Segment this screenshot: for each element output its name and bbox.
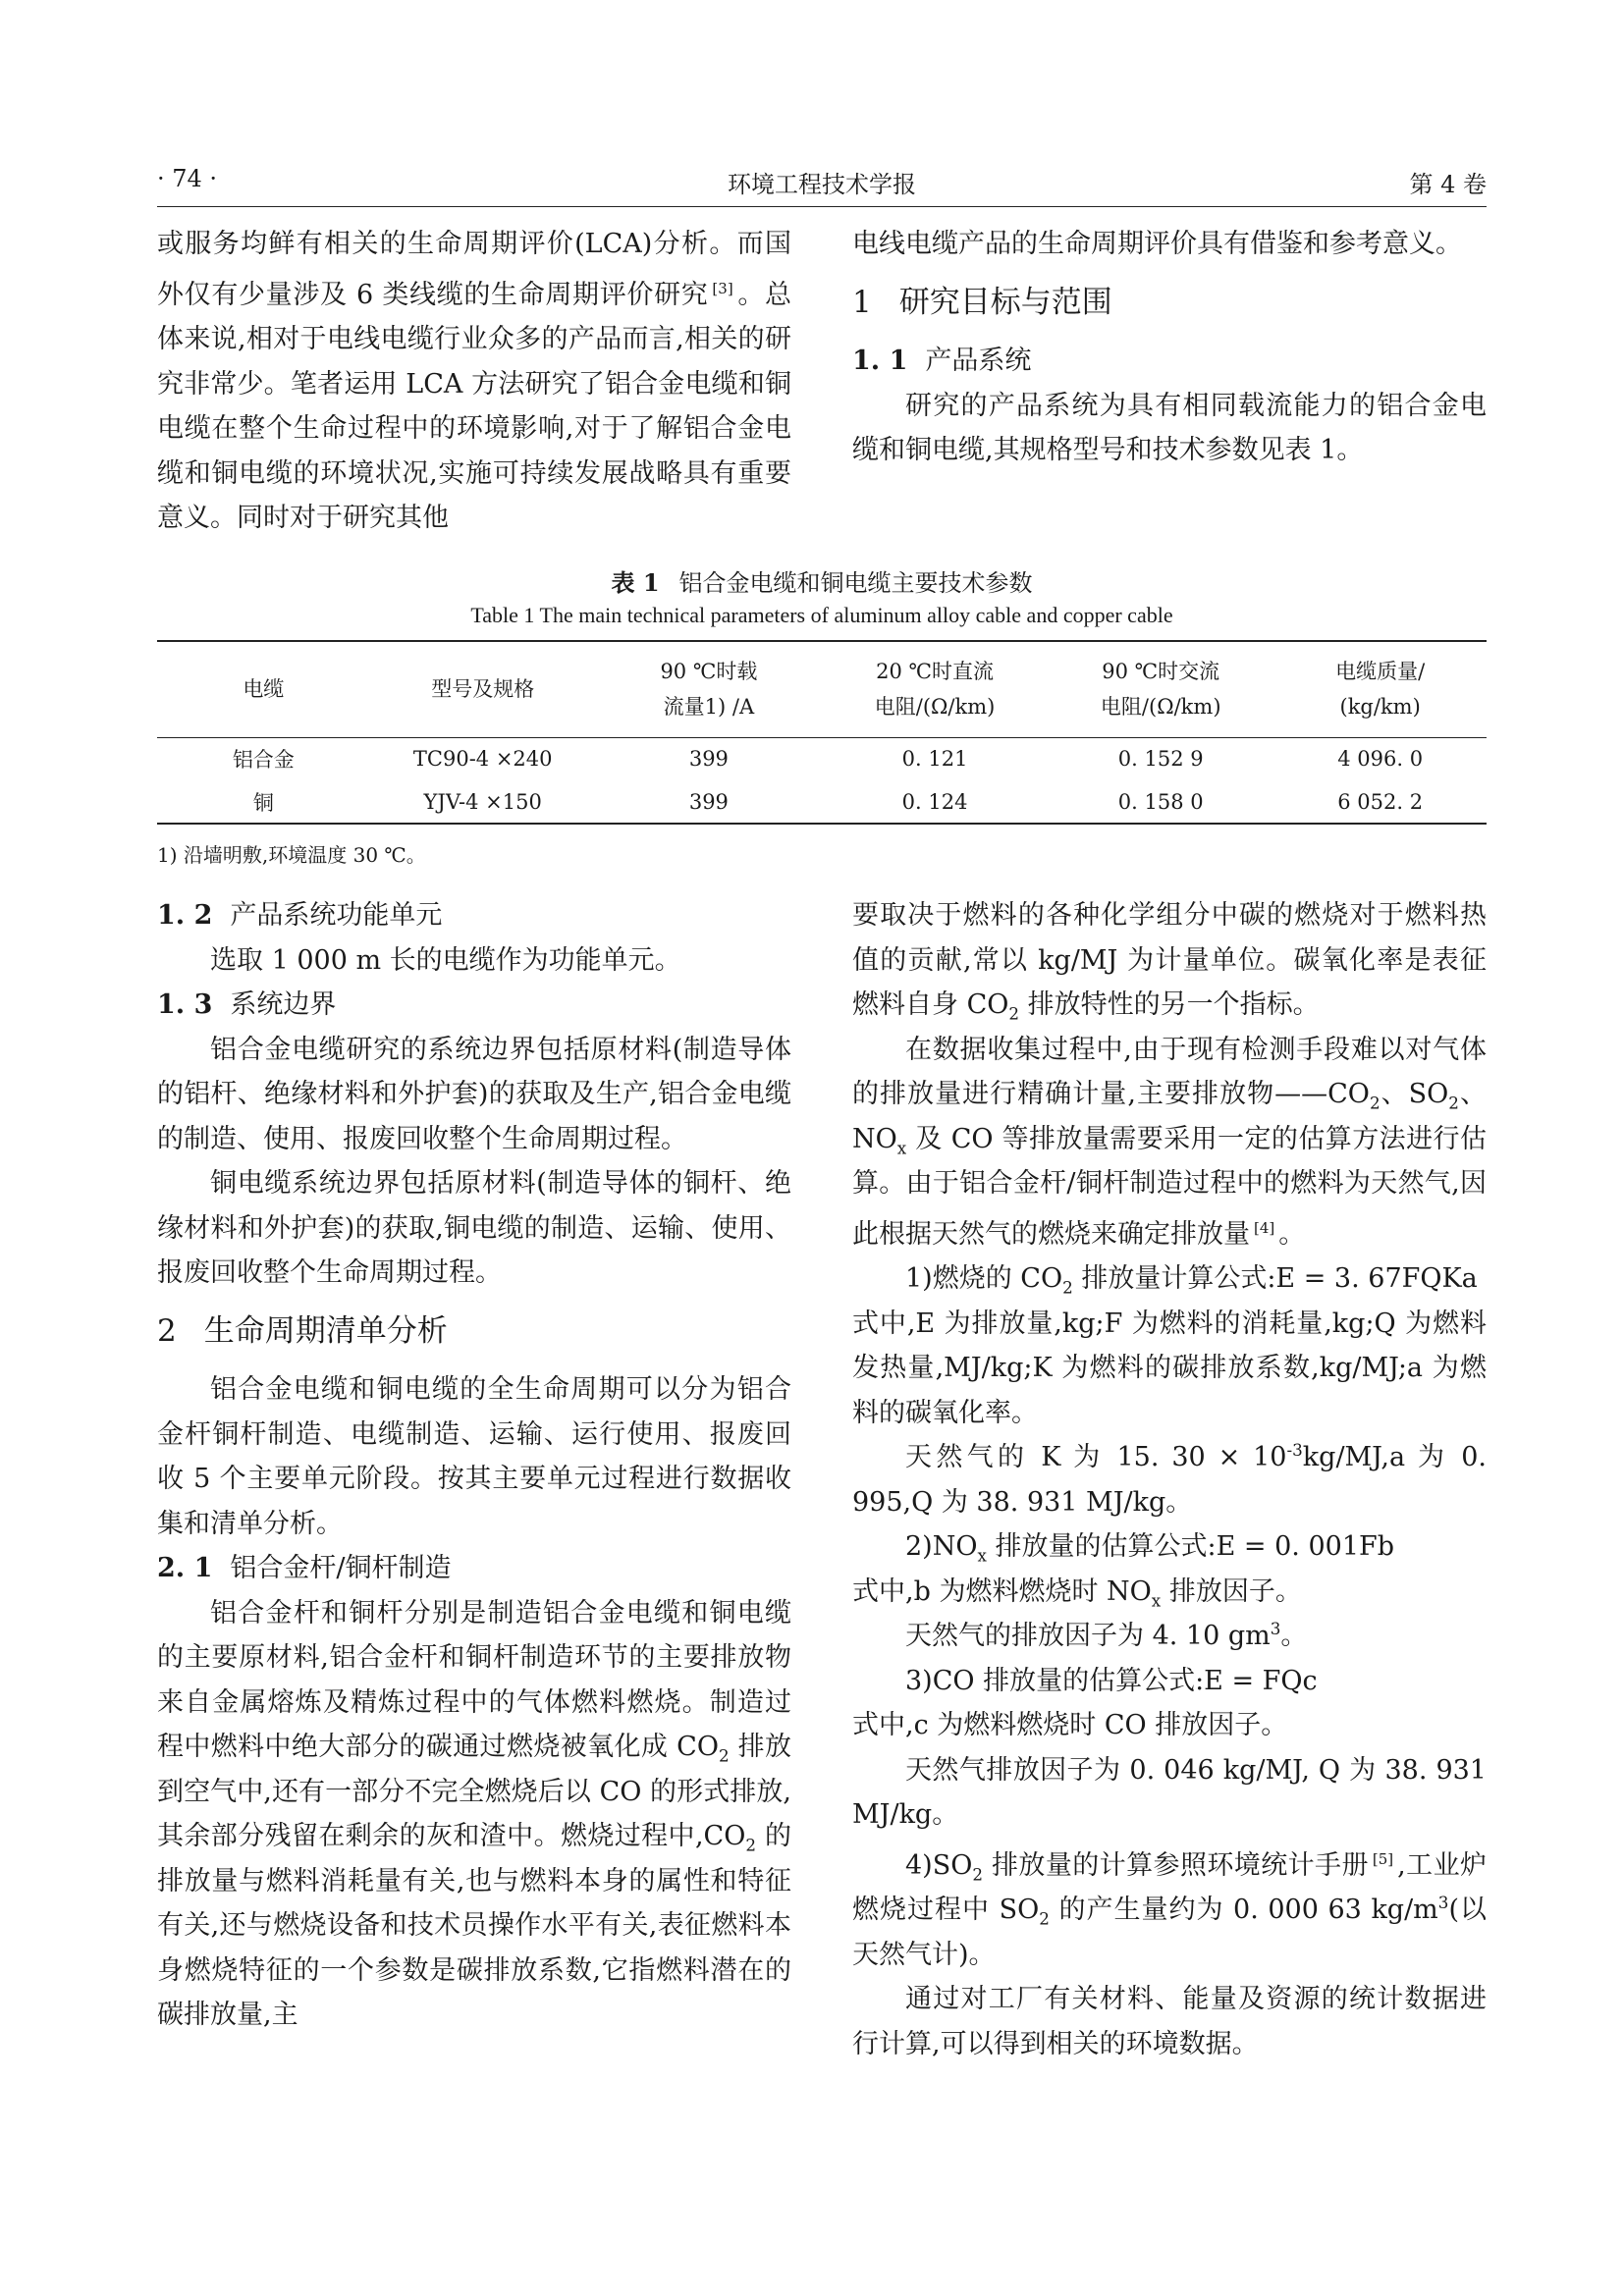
table-cell: 0. 124 — [822, 780, 1048, 824]
paragraph: 天然气的排放因子为 4. 10 $gm^3$。 — [905, 1619, 1308, 1651]
citation: [4] — [1254, 1218, 1275, 1237]
paragraph: 式中,E 为排放量,kg;F 为燃料的消耗量,kg;Q 为燃料发热量,MJ/kg;K 为燃料的碳排放系数,kg/MJ;a 为燃料的碳氧化率。 — [852, 1308, 1487, 1428]
paragraph: 或服务均鲜有相关的生命周期评价(LCA)分析。而国外仅有少量涉及 6 类线缆的生命周期评价研究 [3] 。总体来说,相对于电线电缆行业众多的产品而言,相关的研究非常少。笔者运用 LCA 方法研究了铝合金电缆和铜电缆在整个生命过程中的环境影响,对于了解铝合金电缆和铜电缆的环境状况,实施可持续发展战略具有重要意义。同时对于研究其他 — [157, 229, 792, 533]
table-cell: 0. 152 9 — [1117, 747, 1204, 772]
paragraph: 铝合金杆和铜杆分别是制造铝合金电缆和铜电缆的主要原材料,铝合金杆和铜杆制造环节的主要排放物来自金属熔炼及精炼过程中的气体燃料燃烧。制造过程中燃料中绝大部分的碳通过燃烧被氧化成 $CO_2$ 排放到空气中,还有一部分不完全燃烧后以 CO 的形式排放,其余部分残留在剩余的灰和渣中。燃烧过程中$,CO_2$ 的排放量与燃料消耗量有关,也与燃料本身的属性和特征有关,还与燃烧设备和技术员操作水平有关,表征燃料本身燃烧特征的一个参数是碳排放系数,它指燃料潜在的碳排放量,主 — [157, 1597, 791, 2030]
paragraph: 研究的产品系统为具有相同载流能力的铝合金电缆和铜电缆,其规格型号和技术参数见表 1。 — [852, 390, 1487, 465]
table-caption-cn: 表 1 铝合金电缆和铜电缆主要技术参数 — [611, 568, 1033, 597]
section-heading-1-2: 1. 2 产品系统功能单元 — [157, 900, 443, 931]
table-cell: 铝合金 — [232, 748, 295, 773]
journal-title: 环境工程技术学报 — [728, 171, 916, 198]
paragraph: 通过对工厂有关材料、能量及资源的统计数据进行计算,可以得到相关的环境数据。 — [852, 1984, 1487, 2059]
table-cell: TC90-4 ×240 — [412, 747, 553, 772]
paragraph: 式中,c 为燃料燃烧时 CO 排放因子。 — [852, 1710, 1288, 1740]
header-cell: 电缆 — [157, 641, 370, 737]
formula-3: 3)CO 排放量的估算公式:E = FQc — [905, 1665, 1318, 1696]
paragraph: 选取 1 000 m 长的电缆作为功能单元。 — [210, 944, 681, 976]
table-header-row — [157, 641, 1487, 737]
left-column — [157, 893, 791, 2038]
left-column-top — [157, 222, 791, 541]
section-heading-1: 1 研究目标与范围 — [852, 284, 1112, 320]
formula-4: $4)SO_2$ 排放量的计算参照环境统计手册 [5] ,工业炉燃烧过程中 $SO_2$ 的产生量约为 0. 000 63 $kg/m^3$(以天然气计)。 — [852, 1849, 1487, 1970]
paragraph: 铜电缆系统边界包括原材料(制造导体的铜杆、绝缘材料和外护套)的获取,铜电缆的制造、运输、使用、报废回收整个生命周期过程。 — [157, 1168, 791, 1288]
table-footnote: 1) 沿墙明敷,环境温度 30 ℃。 — [157, 843, 426, 867]
header-rule — [157, 206, 1487, 207]
table-cell: 4 096. 0 — [1337, 747, 1424, 772]
paragraph: 天然气的 K 为 15. $30 \times 10^{-3}kg/MJ,a$ 为 0. 995,Q 为 38. 931 MJ/kg。 — [852, 1440, 1487, 1518]
header-cell: 电缆质量/ (kg/km) — [1273, 641, 1487, 737]
paragraph: 铝合金电缆和铜电缆的全生命周期可以分为铝合金杆铜杆制造、电缆制造、运输、运行使用、报废回收 5 个主要单元阶段。按其主要单元过程进行数据收集和清单分析。 — [157, 1374, 791, 1539]
citation: [5] — [1372, 1849, 1394, 1868]
table-row — [157, 737, 1487, 780]
table-cell: 6 052. 2 — [1273, 780, 1487, 824]
right-column — [852, 893, 1487, 2066]
volume-label: 第 4 卷 — [1409, 171, 1487, 198]
section-heading-2-1: 2. 1 铝合金杆/铜杆制造 — [157, 1553, 452, 1583]
table-cell: 399 — [596, 780, 822, 824]
section-heading-1-1: 1. 1 产品系统 — [852, 346, 1032, 376]
page-number: · 74 · — [157, 165, 218, 192]
parameters-table — [157, 640, 1487, 825]
header-cell: 20 ℃时直流 电阻/(Ω/km) — [822, 641, 1048, 737]
paragraph: 式中,b 为燃料燃烧时 $NO_x$ 排放因子。 — [852, 1575, 1302, 1610]
paragraph: 铝合金电缆研究的系统边界包括原材料(制造导体的铝杆、绝缘材料和外护套)的获取及生产,铝合金电缆的制造、使用、报废回收整个生命周期过程。 — [157, 1034, 791, 1154]
table-cell: YJV-4 ×150 — [370, 780, 596, 824]
right-column-top — [852, 222, 1487, 473]
formula-2: $2)NO_x$ 排放量的估算公式:E = 0. 001Fb — [905, 1531, 1395, 1566]
table-cell: 铜 — [157, 780, 370, 824]
table-cell: 399 — [688, 747, 729, 772]
header-cell: 90 ℃时交流 电阻/(Ω/km) — [1048, 641, 1273, 737]
section-heading-2: 2 生命周期清单分析 — [157, 1312, 448, 1349]
table-row — [157, 780, 1487, 824]
paragraph: 在数据收集过程中,由于现有检测手段难以对气体的排放量进行精确计量,主要排放物$——CO_2$、$SO_2$、$NO_x$ 及 CO 等排放量需要采用一定的估算方法进行估算。由于铝合金杆/铜杆制造过程中的燃料为天然气,因此根据天然气的燃烧来确定排放量 [4] 。 — [852, 1034, 1487, 1250]
header-cell: 90 ℃时载 流量1) /A — [596, 641, 822, 737]
paragraph: 天然气排放因子为 0. 046 kg/MJ, Q 为 38. 931 MJ/kg。 — [852, 1754, 1487, 1830]
running-header — [157, 165, 1487, 204]
paragraph: 要取决于燃料的各种化学组分中碳的燃烧对于燃料热值的贡献,常以 kg/MJ 为计量单位。碳氧化率是表征燃料自身 $CO_2$ 排放特性的另一个指标。 — [852, 900, 1487, 1024]
paragraph: 电线电缆产品的生命周期评价具有借鉴和参考意义。 — [852, 229, 1462, 259]
table-caption-en: Table 1 The main technical parameters of aluminum alloy cable and copper cable — [470, 603, 1173, 627]
citation: [3] — [712, 279, 733, 297]
section-heading-1-3: 1. 3 系统边界 — [157, 989, 337, 1020]
table-cell: 0. 121 — [901, 747, 968, 772]
table-cell: 0. 158 0 — [1048, 780, 1273, 824]
header-cell: 型号及规格 — [370, 641, 596, 737]
formula-1: 1)燃烧的 $CO_2$ 排放量计算公式:E = 3. 67FQKa — [905, 1263, 1478, 1298]
